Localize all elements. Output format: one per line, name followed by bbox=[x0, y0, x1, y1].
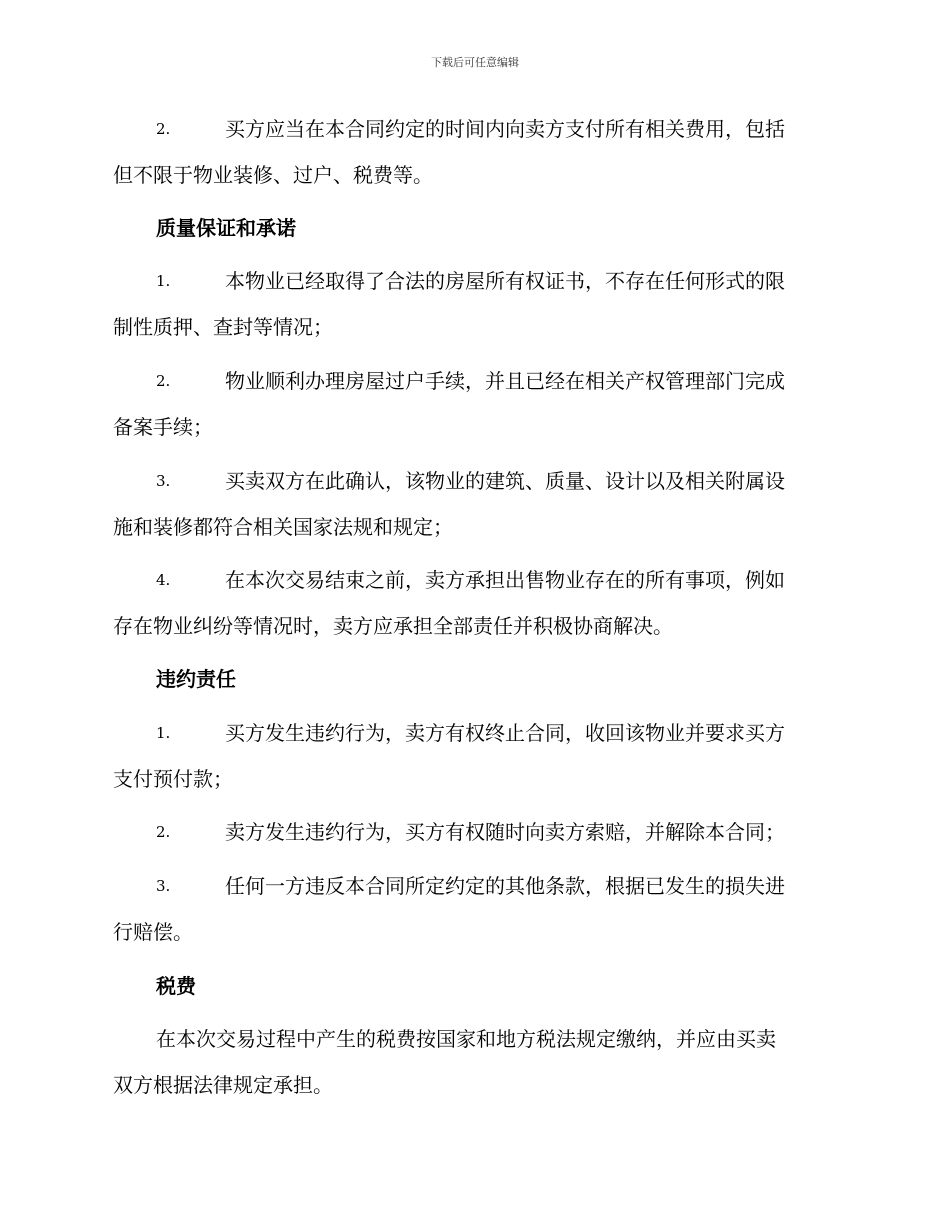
paragraph-line1: 在本次交易过程中产生的税费按国家和地方税法规定缴纳，并应由买卖 bbox=[156, 1027, 776, 1051]
item-text-line1: 买方发生违约行为，卖方有权终止合同，收回该物业并要求买方 bbox=[225, 721, 785, 745]
item-text-line1: 物业顺利办理房屋过户手续，并且已经在相关产权管理部门完成 bbox=[225, 369, 785, 393]
item-text-line1: 买方应当在本合同约定的时间内向卖方支付所有相关费用，包括 bbox=[225, 117, 785, 141]
section-heading-quality: 质量保证和承诺 bbox=[156, 216, 296, 240]
item-number: 3. bbox=[156, 472, 171, 490]
item-text-line2: 支付预付款； bbox=[113, 767, 233, 791]
item-text-line1: 卖方发生违约行为，买方有权随时向卖方索赔，并解除本合同； bbox=[225, 820, 785, 844]
section-heading-tax: 税费 bbox=[156, 974, 196, 998]
item-text-line2: 施和装修都符合相关国家法规和规定； bbox=[113, 515, 453, 539]
item-text-line1: 买卖双方在此确认，该物业的建筑、质量、设计以及相关附属设 bbox=[225, 469, 785, 493]
item-text-line1: 本物业已经取得了合法的房屋所有权证书，不存在任何形式的限 bbox=[225, 269, 785, 293]
item-text-line2: 备案手续； bbox=[113, 415, 213, 439]
item-number: 1. bbox=[156, 272, 171, 290]
section-heading-breach: 违约责任 bbox=[156, 667, 236, 691]
item-number: 1. bbox=[156, 724, 171, 742]
item-number: 4. bbox=[156, 571, 171, 589]
item-number: 2. bbox=[156, 120, 171, 138]
item-number: 3. bbox=[156, 877, 171, 895]
item-text-line2: 行赔偿。 bbox=[113, 920, 193, 944]
item-text-line1: 在本次交易结束之前，卖方承担出售物业存在的所有事项，例如 bbox=[225, 568, 785, 592]
page-header: 下载后可任意编辑 bbox=[431, 56, 519, 69]
paragraph-line2: 双方根据法律规定承担。 bbox=[113, 1073, 333, 1097]
item-text-line1: 任何一方违反本合同所定约定的其他条款，根据已发生的损失进 bbox=[225, 874, 785, 898]
item-text-line2: 制性质押、查封等情况； bbox=[113, 315, 333, 339]
item-number: 2. bbox=[156, 372, 171, 390]
item-number: 2. bbox=[156, 823, 171, 841]
item-text-line2: 但不限于物业装修、过户、税费等。 bbox=[113, 163, 433, 187]
item-text-line2: 存在物业纠纷等情况时，卖方应承担全部责任并积极协商解决。 bbox=[113, 614, 673, 638]
